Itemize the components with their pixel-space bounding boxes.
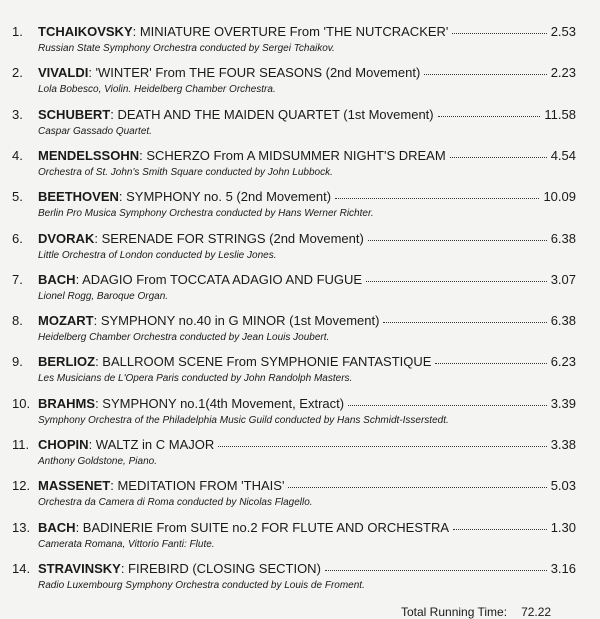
track-duration: 11.58 <box>544 107 576 122</box>
track-title-line <box>38 65 576 81</box>
track-composer: CHOPIN <box>38 437 89 452</box>
track-performer: Camerata Romana, Vittorio Fanti: Flute. <box>38 539 215 550</box>
track-number: 6. <box>12 231 23 246</box>
track-composer: MENDELSSOHN <box>38 148 140 163</box>
track-title-line <box>38 24 576 40</box>
track-performer: Orchestra da Camera di Roma conducted by Nicolas Flagello. <box>38 497 313 508</box>
track-performer: Lola Bobesco, Violin. Heidelberg Chamber Orchestra. <box>38 84 276 95</box>
dot-leader <box>383 312 546 323</box>
dot-leader <box>450 147 547 158</box>
track-work: : SYMPHONY no. 5 (2nd Movement) <box>118 189 332 204</box>
track-row <box>0 313 600 353</box>
track-duration: 4.54 <box>550 148 576 163</box>
track-duration: 6.23 <box>550 354 576 369</box>
track-work: : SYMPHONY no.40 in G MINOR (1st Movement) <box>93 313 380 328</box>
track-row <box>0 520 600 560</box>
track-row <box>0 148 600 188</box>
track-performer: Russian State Symphony Orchestra conducted by Sergei Tchaikov. <box>38 43 335 54</box>
dot-leader <box>335 188 539 199</box>
track-performer: Anthony Goldstone, Piano. <box>38 456 157 467</box>
total-running-time-label: Total Running Time: <box>401 605 508 619</box>
track-number: 4. <box>12 148 23 163</box>
track-number: 14. <box>12 561 31 576</box>
track-title-line <box>38 561 576 577</box>
track-title-line <box>38 231 576 247</box>
track-row <box>0 561 600 601</box>
track-work: : SCHERZO From A MIDSUMMER NIGHT'S DREAM <box>139 148 446 163</box>
dot-leader <box>435 353 546 364</box>
dot-leader <box>368 230 547 241</box>
total-running-time-value: 72.22 <box>521 605 552 619</box>
track-work: : SYMPHONY no.1(4th Movement, Extract) <box>95 396 345 411</box>
track-number: 8. <box>12 313 23 328</box>
track-number: 10. <box>12 396 31 411</box>
track-title-line <box>38 437 576 453</box>
track-duration: 1.30 <box>550 520 576 535</box>
track-duration: 5.03 <box>550 478 576 493</box>
dot-leader <box>453 519 547 530</box>
track-work: : WALTZ in C MAJOR <box>88 437 215 452</box>
track-row <box>0 354 600 394</box>
track-work: : BADINERIE From SUITE no.2 FOR FLUTE AND ORCHESTRA <box>75 520 450 535</box>
track-composer: MASSENET <box>38 478 111 493</box>
track-performer: Radio Luxembourg Symphony Orchestra conducted by Louis de Froment. <box>38 580 365 591</box>
track-duration: 3.16 <box>550 561 576 576</box>
track-duration: 3.39 <box>550 396 576 411</box>
dot-leader <box>438 106 541 117</box>
track-title-line <box>38 148 576 164</box>
track-performer: Little Orchestra of London conducted by Leslie Jones. <box>38 250 277 261</box>
track-duration: 3.07 <box>550 272 576 287</box>
track-row <box>0 478 600 518</box>
track-number: 7. <box>12 272 23 287</box>
track-row <box>0 189 600 229</box>
track-work: : MEDITATION FROM 'THAIS' <box>110 478 285 493</box>
dot-leader <box>366 271 547 282</box>
track-number: 2. <box>12 65 23 80</box>
track-composer: VIVALDI <box>38 65 89 80</box>
track-duration: 2.23 <box>550 65 576 80</box>
track-row <box>0 65 600 105</box>
dot-leader <box>218 436 546 447</box>
track-duration: 6.38 <box>550 231 576 246</box>
dot-leader <box>452 23 546 34</box>
track-number: 1. <box>12 24 23 39</box>
track-title-line <box>38 478 576 494</box>
total-running-time <box>401 605 551 619</box>
track-composer: BACH <box>38 520 76 535</box>
track-number: 13. <box>12 520 31 535</box>
track-duration: 6.38 <box>550 313 576 328</box>
track-work: : MINIATURE OVERTURE From 'THE NUTCRACKER' <box>132 24 449 39</box>
track-number: 11. <box>12 437 30 452</box>
track-row <box>0 24 600 64</box>
track-duration: 10.09 <box>543 189 576 204</box>
track-row <box>0 396 600 436</box>
track-title-line <box>38 107 576 123</box>
track-work: : FIREBIRD (CLOSING SECTION) <box>120 561 321 576</box>
track-composer: BACH <box>38 272 76 287</box>
track-composer: BERLIOZ <box>38 354 96 369</box>
track-work: : 'WINTER' From THE FOUR SEASONS (2nd Movement) <box>88 65 421 80</box>
track-title-line <box>38 272 576 288</box>
track-performer: Heidelberg Chamber Orchestra conducted by Jean Louis Joubert. <box>38 332 330 343</box>
track-number: 12. <box>12 478 31 493</box>
track-performer: Les Musicians de L'Opera Paris conducted by John Randolph Masters. <box>38 373 353 384</box>
track-work: : SERENADE FOR STRINGS (2nd Movement) <box>94 231 364 246</box>
track-composer: STRAVINSKY <box>38 561 121 576</box>
track-row <box>0 272 600 312</box>
track-composer: TCHAIKOVSKY <box>38 24 133 39</box>
dot-leader <box>288 477 546 488</box>
track-duration: 3.38 <box>550 437 576 452</box>
track-number: 9. <box>12 354 23 369</box>
track-title-line <box>38 396 576 412</box>
track-performer: Symphony Orchestra of the Philadelphia Music Guild conducted by Hans Schmidt-Isserstedt. <box>38 415 449 426</box>
track-row <box>0 231 600 271</box>
track-title-line <box>38 354 576 370</box>
track-row <box>0 107 600 147</box>
track-composer: MOZART <box>38 313 94 328</box>
track-number: 5. <box>12 189 23 204</box>
track-performer: Caspar Gassado Quartet. <box>38 126 152 137</box>
track-title-line <box>38 189 576 205</box>
track-composer: DVORAK <box>38 231 95 246</box>
dot-leader <box>424 64 546 75</box>
track-work: : ADAGIO From TOCCATA ADAGIO AND FUGUE <box>75 272 363 287</box>
dot-leader <box>348 395 547 406</box>
track-title-line <box>38 520 576 536</box>
dot-leader <box>325 560 547 571</box>
track-composer: BRAHMS <box>38 396 96 411</box>
track-title-line <box>38 313 576 329</box>
track-performer: Berlin Pro Musica Symphony Orchestra conducted by Hans Werner Richter. <box>38 208 374 219</box>
track-work: : BALLROOM SCENE From SYMPHONIE FANTASTIQUE <box>95 354 432 369</box>
track-performer: Lionel Rogg, Baroque Organ. <box>38 291 169 302</box>
track-number: 3. <box>12 107 23 122</box>
track-composer: SCHUBERT <box>38 107 111 122</box>
track-composer: BEETHOVEN <box>38 189 119 204</box>
track-work: : DEATH AND THE MAIDEN QUARTET (1st Movement) <box>110 107 434 122</box>
track-performer: Orchestra of St. John's Smith Square conducted by John Lubbock. <box>38 167 333 178</box>
track-row <box>0 437 600 477</box>
track-duration: 2.53 <box>550 24 576 39</box>
